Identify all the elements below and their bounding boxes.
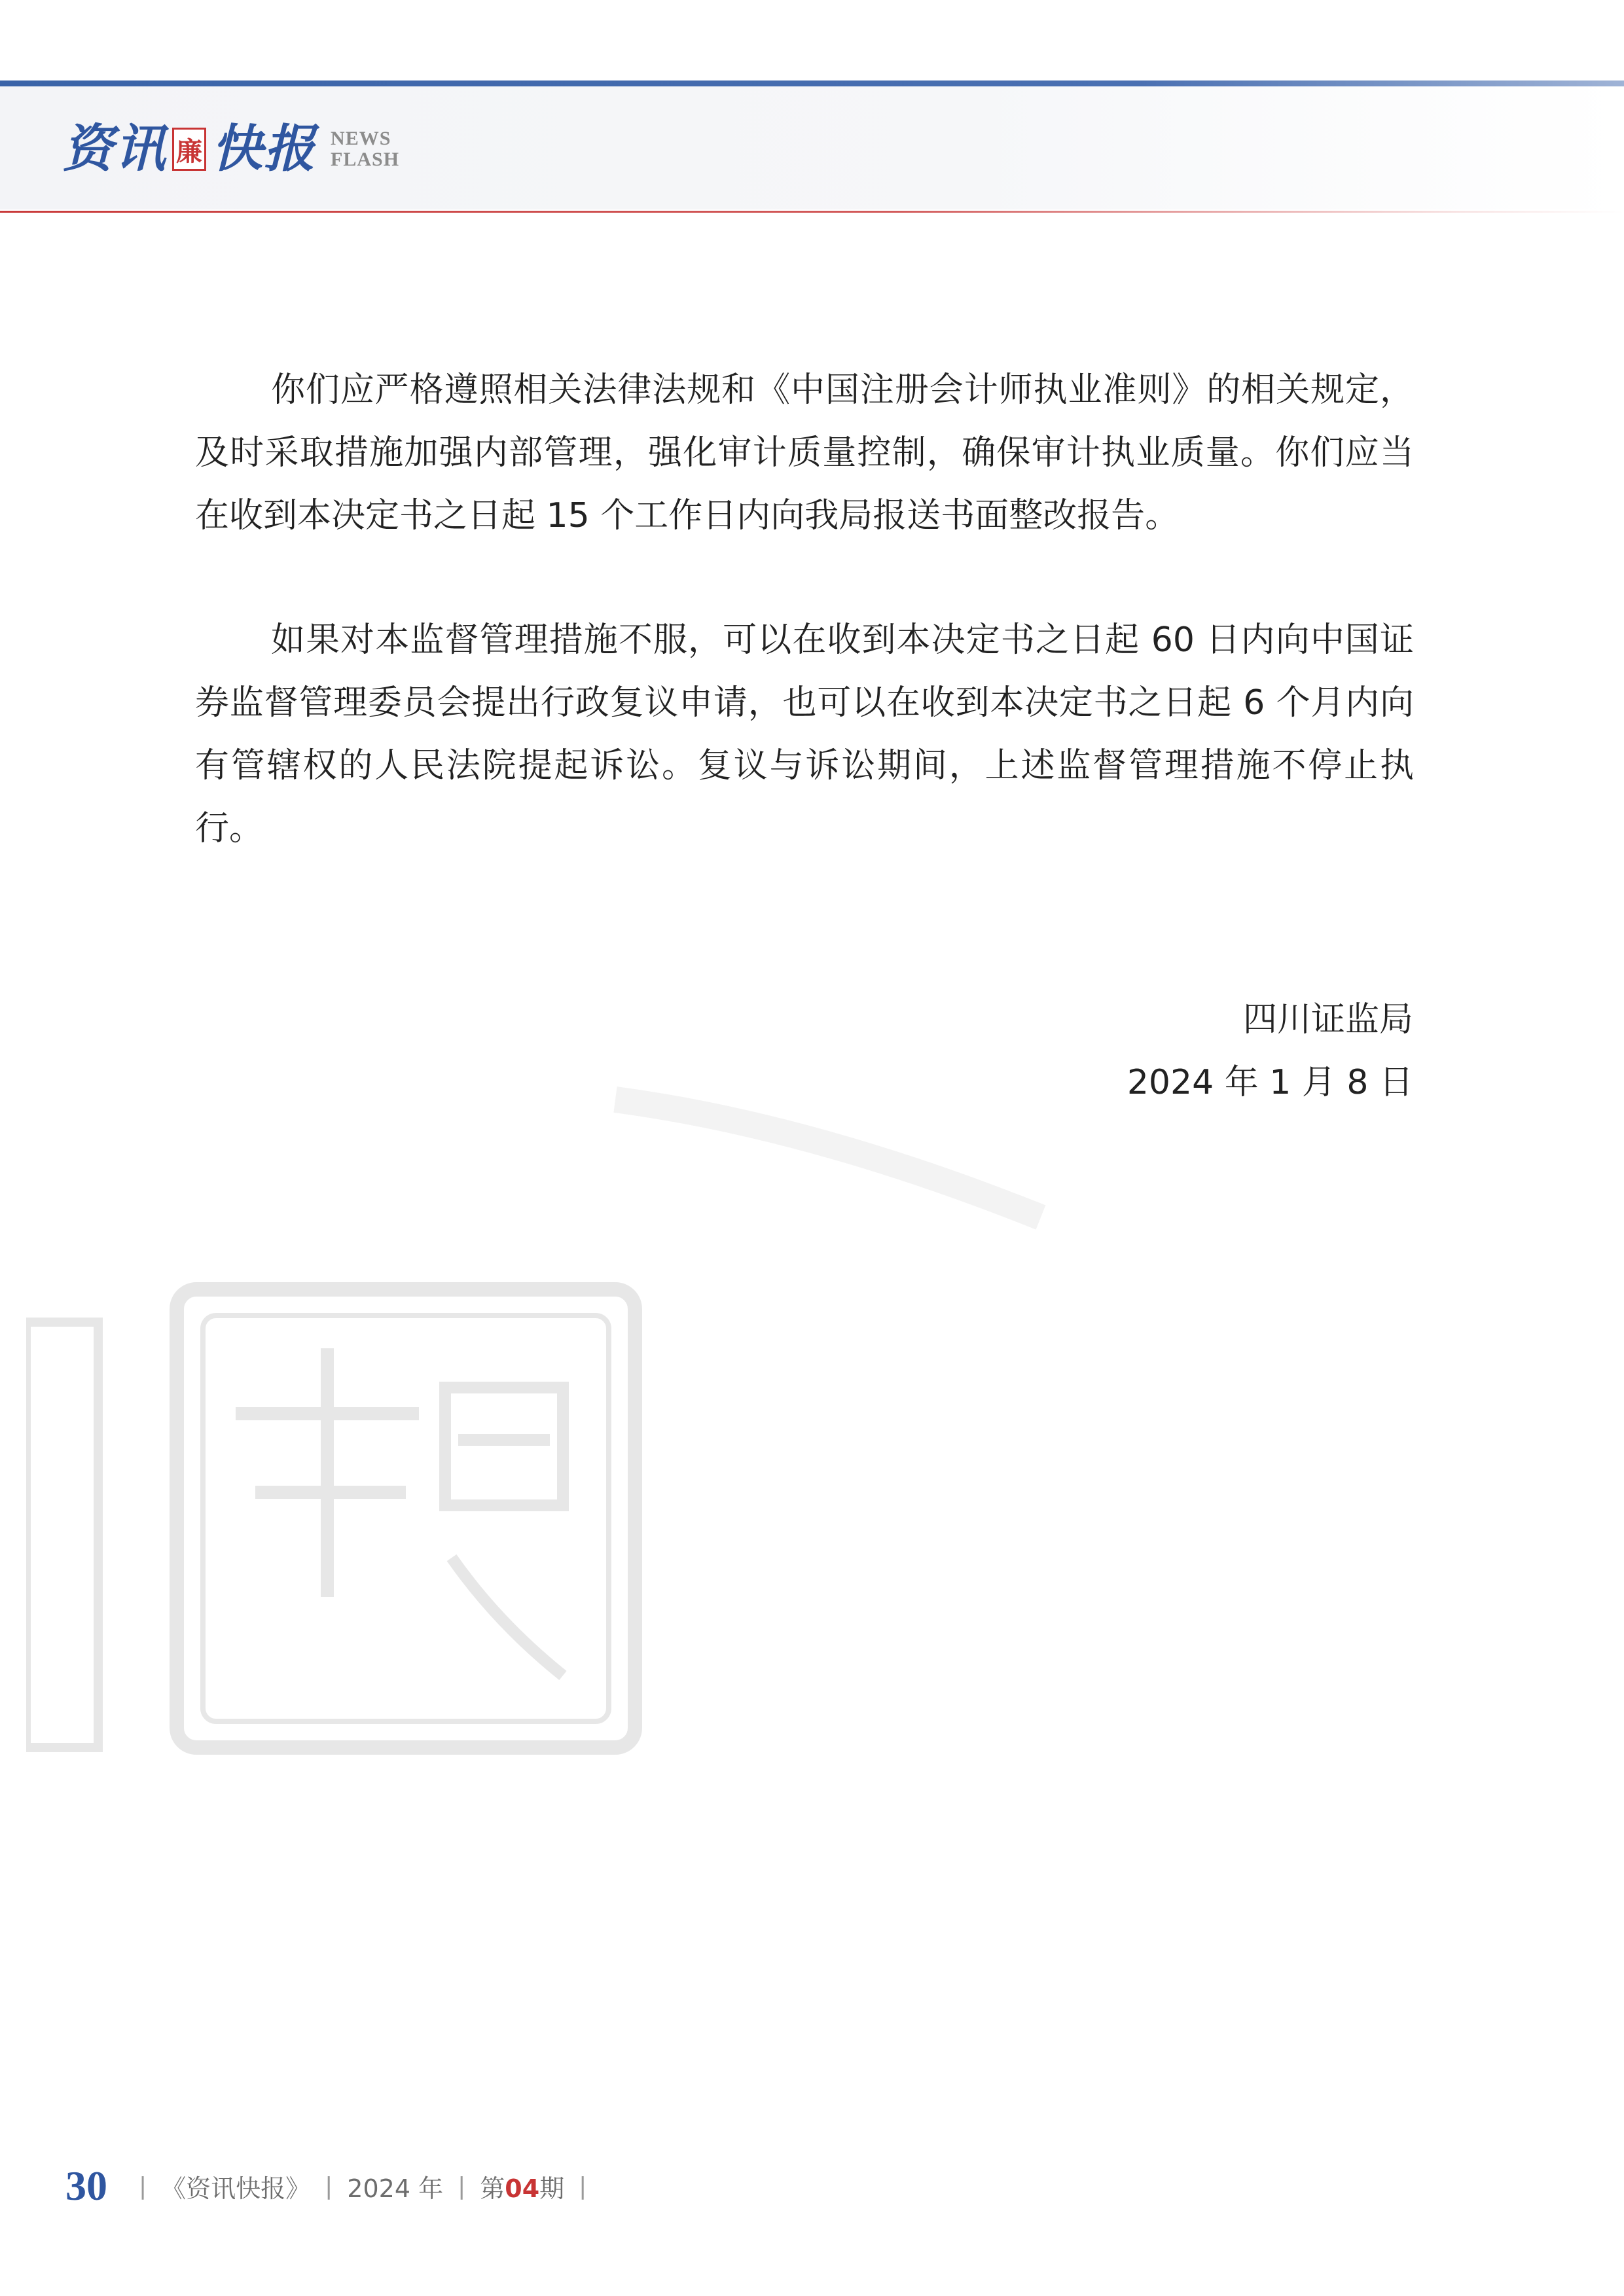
issue-suffix: 期 [539, 2174, 565, 2203]
news-flash-line1: NEWS [331, 128, 391, 149]
logo-text-right: 快报 [211, 119, 317, 179]
watermark-seal-icon [26, 851, 1074, 1833]
footer-divider: | [579, 2172, 587, 2200]
logo-seal-icon: 廉 [172, 128, 206, 171]
footer-divider: | [139, 2172, 147, 2200]
publication-name: 《资讯快报》 [161, 2174, 311, 2203]
news-flash-line2: FLASH [331, 149, 400, 170]
header-top-rule [0, 81, 1624, 86]
signature-block [1127, 988, 1413, 1114]
issuer-name: 四川证监局 [1242, 1000, 1413, 1039]
footer-year: 2024 年 [347, 2174, 444, 2203]
paragraph-appeal: 如果对本监督管理措施不服，可以在收到本决定书之日起 60 日内向中国证券监督管理委员会提出行政复议申请，也可以在收到本决定书之日起 6 个月内向有管辖权的人民法院提起诉讼。复议与诉讼期间，上述监督管理措施不停止执行。 [195, 620, 1414, 848]
issue-label [480, 2168, 564, 2204]
document-body [195, 359, 1414, 860]
paragraph-rectification: 你们应严格遵照相关法律法规和《中国注册会计师执业准则》的相关规定，及时采取措施加强内部管理，强化审计质量控制，确保审计执业质量。你们应当在收到本决定书之日起 15 个工作日内向我局报送书面整改报告。 [195, 370, 1414, 535]
issue-date: 2024 年 1 月 8 日 [1127, 1063, 1413, 1102]
issue-prefix: 第 [480, 2174, 505, 2203]
footer-divider: | [458, 2172, 466, 2200]
logo-text-left: 资讯 [62, 119, 168, 179]
issue-number: 04 [505, 2174, 540, 2203]
page-number: 30 [65, 2162, 107, 2209]
footer-divider: | [325, 2172, 333, 2200]
publication-logo [62, 117, 399, 182]
page-footer [65, 2160, 601, 2212]
news-flash-label [331, 128, 399, 170]
header-bottom-rule [0, 211, 1624, 213]
